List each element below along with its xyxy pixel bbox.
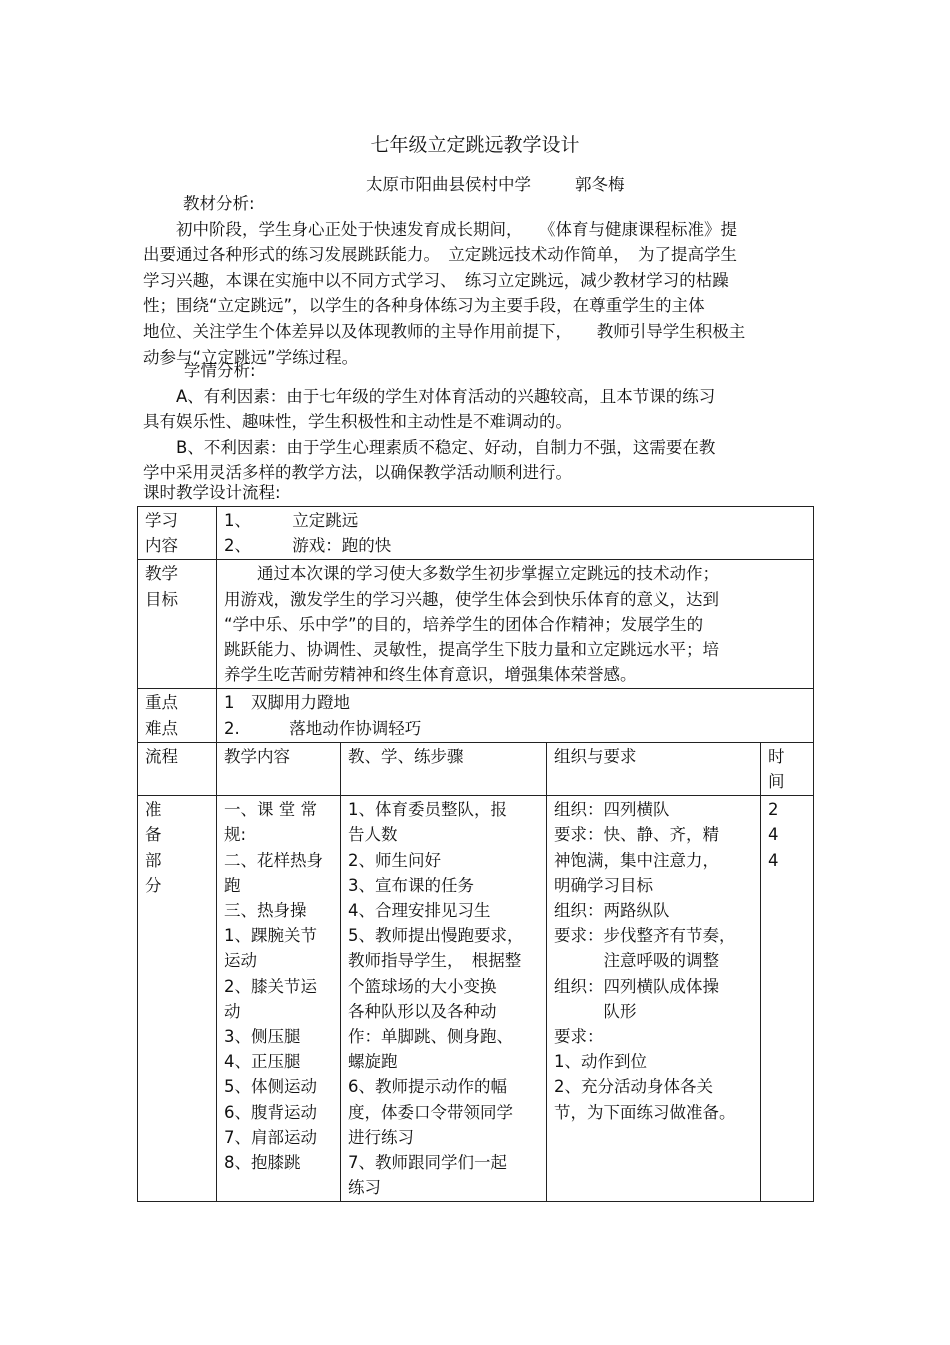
table-header-row xyxy=(138,742,814,795)
text-line: 2、充分活动身体各关 xyxy=(554,1077,713,1097)
text-line: 时 xyxy=(768,746,785,766)
text-line: 作：单脚跳、侧身跑、 xyxy=(348,1027,513,1047)
text-line: 分 xyxy=(145,875,162,895)
text-line: 螺旋跑 xyxy=(348,1052,398,1072)
text-line: 4 xyxy=(768,850,779,870)
text-line: 学中采用灵活多样的教学方法，以确保教学活动顺利进行。 xyxy=(143,463,572,483)
text-line: 1 双脚用力蹬地 xyxy=(224,693,350,713)
text-line: 地位、关注学生个体差异以及体现教师的主导作用前提下， 教师引导学生积极主 xyxy=(143,321,746,341)
text-line: 难点 xyxy=(145,718,178,738)
text-line: 各种队形以及各种动 xyxy=(348,1001,497,1021)
text-line: 2 xyxy=(768,800,779,820)
text-line: B、不利因素：由于学生心理素质不稳定、好动，自制力不强，这需要在教 xyxy=(143,437,716,457)
text-line: 要求： xyxy=(554,1027,604,1047)
teaching-goal-row xyxy=(138,560,814,689)
text-line: 1、踝腕关节 xyxy=(224,926,317,946)
text-line: 用游戏，激发学生的学习兴趣，使学生体会到快乐体育的意义，达到 xyxy=(224,589,719,609)
text-line: 动参与“立定跳远”学练过程。 xyxy=(143,347,359,367)
prep-steps xyxy=(341,796,547,1202)
text-line: 6、腹背运动 xyxy=(224,1102,317,1122)
text-line: 跳跃能力、协调性、灵敏性，提高学生下肢力量和立定跳远水平；培 xyxy=(224,640,719,660)
text-line: 动 xyxy=(224,1001,241,1021)
text-line: 4、正压腿 xyxy=(224,1052,301,1072)
text-line: 1、体育委员整队，报 xyxy=(348,800,507,820)
text-line: 5、教师提出慢跑要求， xyxy=(348,926,524,946)
text-line: 4 xyxy=(768,825,779,845)
header-org: 组织与要求 xyxy=(547,742,761,795)
learning-content-row xyxy=(138,507,814,560)
text-line: 2、 游戏：跑的快 xyxy=(224,536,392,556)
text-line: 告人数 xyxy=(348,825,398,845)
text-line: 学习 xyxy=(145,511,178,530)
text-line: 运动 xyxy=(224,951,257,971)
preparation-row xyxy=(138,796,814,1202)
text-line: 7、教师跟同学们一起 xyxy=(348,1153,507,1173)
text-line: 3、侧压腿 xyxy=(224,1027,301,1047)
student-analysis-body xyxy=(143,384,803,486)
text-line: 性；围绕“立定跳远”，以学生的各种身体练习为主要手段，在尊重学生的主体 xyxy=(143,296,705,316)
text-line: 组织：四列横队 xyxy=(554,800,670,820)
text-line: 2. 落地动作协调轻巧 xyxy=(224,718,422,738)
text-line: 8、抱膝跳 xyxy=(224,1153,301,1173)
text-line: 节，为下面练习做准备。 xyxy=(554,1102,736,1122)
learning-content-items xyxy=(217,507,814,560)
text-line: 准 xyxy=(145,800,162,820)
text-line: 教师指导学生， 根据整 xyxy=(348,951,522,971)
text-line: “学中乐、乐中学”的目的，培养学生的团体合作精神；发展学生的 xyxy=(224,614,704,634)
text-line: 内容 xyxy=(145,536,178,556)
text-line: 教学 xyxy=(145,564,178,584)
text-line: 一、课 堂 常 xyxy=(224,800,317,820)
author-name: 郭冬梅 xyxy=(575,175,625,194)
text-line: 1、 立定跳远 xyxy=(224,511,359,530)
prep-org xyxy=(547,796,761,1202)
text-line: 养学生吃苦耐劳精神和终生体育意识，增强集体荣誉感。 xyxy=(224,665,637,685)
text-line: 队形 xyxy=(554,1001,637,1021)
text-line: 6、教师提示动作的幅 xyxy=(348,1077,507,1097)
learning-content-label xyxy=(138,507,217,560)
text-line: 要求：快、静、齐，精 xyxy=(554,825,719,845)
text-line: 2、师生问好 xyxy=(348,850,441,870)
text-line: 组织：两路纵队 xyxy=(554,901,670,921)
text-line: 通过本次课的学习使大多数学生初步掌握立定跳远的技术动作； xyxy=(224,564,719,584)
material-analysis-body xyxy=(143,217,803,371)
text-line: 重点 xyxy=(145,693,178,713)
text-line: 4、合理安排见习生 xyxy=(348,901,491,921)
header-flow: 流程 xyxy=(138,742,217,795)
lesson-flow-table xyxy=(137,506,814,1202)
header-steps: 教、学、练步骤 xyxy=(341,742,547,795)
teaching-goal-label xyxy=(138,560,217,689)
text-line: 部 xyxy=(145,850,162,870)
key-points-items xyxy=(217,689,814,742)
text-line: 个篮球场的大小变换 xyxy=(348,976,497,996)
text-line: 出要通过各种形式的练习发展跳跃能力。 立定跳远技术动作简单， 为了提高学生 xyxy=(143,245,737,265)
text-line: 备 xyxy=(145,825,162,845)
material-analysis-heading: 教材分析: xyxy=(183,194,255,213)
text-line: 要求：步伐整齐有节奏， xyxy=(554,926,736,946)
text-line: 初中阶段，学生身心正处于快速发育成长期间， 《体育与健康课程标准》提 xyxy=(143,219,737,239)
text-line: 度，体委口令带领同学 xyxy=(348,1102,513,1122)
prep-phase xyxy=(138,796,217,1202)
text-line: A、有利因素：由于七年级的学生对体育活动的兴趣较高，且本节课的练习 xyxy=(143,386,716,406)
key-points-label xyxy=(138,689,217,742)
text-line: 练习 xyxy=(348,1178,381,1198)
text-line: 三、热身操 xyxy=(224,901,307,921)
text-line: 规: xyxy=(224,825,247,845)
text-line: 2、膝关节运 xyxy=(224,976,317,996)
text-line: 明确学习目标 xyxy=(554,875,653,895)
school-name: 太原市阳曲县侯村中学 xyxy=(366,175,531,194)
text-line: 具有娱乐性、趣味性，学生积极性和主动性是不难调动的。 xyxy=(143,412,572,432)
text-line: 组织：四列横队成体操 xyxy=(554,976,719,996)
prep-time xyxy=(761,796,814,1202)
material-analysis xyxy=(143,191,803,370)
text-line: 进行练习 xyxy=(348,1127,414,1147)
text-line: 7、肩部运动 xyxy=(224,1127,317,1147)
student-analysis xyxy=(143,358,803,486)
text-line: 间 xyxy=(768,772,785,792)
text-line: 二、花样热身 xyxy=(224,850,323,870)
text-line: 1、动作到位 xyxy=(554,1052,647,1072)
prep-content xyxy=(217,796,341,1202)
text-line: 跑 xyxy=(224,875,241,895)
text-line: 目标 xyxy=(145,589,178,609)
text-line: 3、宣布课的任务 xyxy=(348,875,474,895)
text-line: 注意呼吸的调整 xyxy=(554,951,719,971)
flow-heading-text: 课时教学设计流程: xyxy=(143,483,281,502)
key-points-row xyxy=(138,689,814,742)
flow-heading xyxy=(143,480,803,506)
text-line: 神饱满，集中注意力， xyxy=(554,850,719,870)
document-title: 七年级立定跳远教学设计 xyxy=(370,134,580,156)
teaching-goal-text xyxy=(217,560,814,689)
text-line: 学习兴趣，本课在实施中以不同方式学习、 练习立定跳远，减少教材学习的枯躁 xyxy=(143,270,729,290)
student-analysis-heading: 学情分析: xyxy=(151,361,256,380)
header-time xyxy=(761,742,814,795)
header-content: 教学内容 xyxy=(217,742,341,795)
text-line: 5、体侧运动 xyxy=(224,1077,317,1097)
